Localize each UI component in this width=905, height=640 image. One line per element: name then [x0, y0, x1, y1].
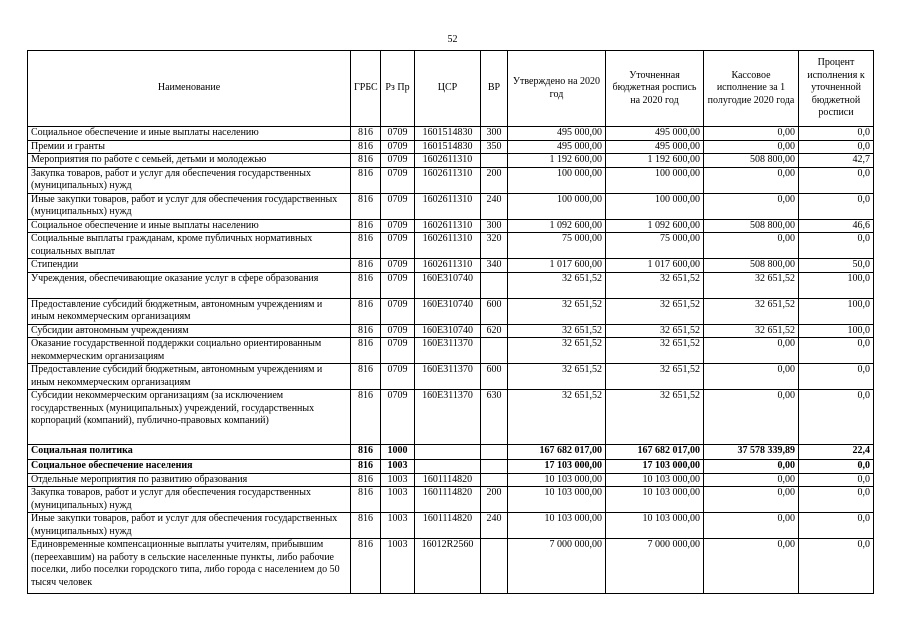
cell-grbs: 816: [351, 473, 381, 487]
cell-approved: 495 000,00: [508, 127, 606, 141]
cell-grbs: 816: [351, 338, 381, 364]
cell-name: Оказание государственной поддержки социально ориентированным некоммерческим организациям: [28, 338, 351, 364]
cell-percent: 0,0: [799, 364, 874, 390]
cell-vr: 350: [481, 140, 508, 154]
cell-name: Закупка товаров, работ и услуг для обеспечения государственных (муниципальных) нужд: [28, 167, 351, 193]
cell-name: Предоставление субсидий бюджетным, автономным учреждениям и иным некоммерческим организациям: [28, 364, 351, 390]
cell-percent: 100,0: [799, 324, 874, 338]
table-row: [28, 298, 874, 324]
cell-cash: 0,00: [704, 460, 799, 474]
cell-csr: 1602611310: [415, 154, 481, 168]
cell-rzpr: 0709: [381, 233, 415, 259]
header-name: Наименование: [28, 51, 351, 127]
header-csr: ЦСР: [415, 51, 481, 127]
cell-percent: 22,4: [799, 445, 874, 460]
cell-grbs: 816: [351, 390, 381, 445]
cell-name: Мероприятия по работе с семьей, детьми и молодежью: [28, 154, 351, 168]
cell-name: Социальное обеспечение и иные выплаты населению: [28, 219, 351, 233]
cell-percent: 100,0: [799, 272, 874, 298]
cell-approved: 10 103 000,00: [508, 487, 606, 513]
cell-cash: 0,00: [704, 473, 799, 487]
cell-approved: 32 651,52: [508, 364, 606, 390]
cell-vr: 240: [481, 513, 508, 539]
cell-percent: 0,0: [799, 539, 874, 594]
cell-csr: 1601514830: [415, 127, 481, 141]
cell-rzpr: 0709: [381, 338, 415, 364]
table-row: [28, 233, 874, 259]
cell-csr: 160E311370: [415, 390, 481, 445]
cell-cash: 0,00: [704, 127, 799, 141]
cell-vr: [481, 460, 508, 474]
cell-rzpr: 0709: [381, 140, 415, 154]
cell-name: Премии и гранты: [28, 140, 351, 154]
cell-grbs: 816: [351, 127, 381, 141]
cell-percent: 0,0: [799, 127, 874, 141]
cell-percent: 100,0: [799, 298, 874, 324]
cell-csr: 16012R2560: [415, 539, 481, 594]
table-row: [28, 513, 874, 539]
cell-approved: 32 651,52: [508, 324, 606, 338]
cell-percent: 0,0: [799, 338, 874, 364]
table-row: [28, 259, 874, 273]
cell-approved: 495 000,00: [508, 140, 606, 154]
cell-vr: 340: [481, 259, 508, 273]
cell-refined: 10 103 000,00: [606, 513, 704, 539]
cell-approved: 100 000,00: [508, 193, 606, 219]
cell-vr: 620: [481, 324, 508, 338]
cell-grbs: 816: [351, 233, 381, 259]
cell-cash: 508 800,00: [704, 154, 799, 168]
cell-grbs: 816: [351, 193, 381, 219]
cell-cash: 37 578 339,89: [704, 445, 799, 460]
cell-refined: 1 017 600,00: [606, 259, 704, 273]
cell-refined: 100 000,00: [606, 193, 704, 219]
cell-refined: 1 092 600,00: [606, 219, 704, 233]
cell-name: Социальная политика: [28, 445, 351, 460]
cell-refined: 167 682 017,00: [606, 445, 704, 460]
cell-approved: 32 651,52: [508, 272, 606, 298]
cell-refined: 32 651,52: [606, 272, 704, 298]
cell-csr: 160E311370: [415, 364, 481, 390]
cell-rzpr: 0709: [381, 167, 415, 193]
cell-cash: 508 800,00: [704, 259, 799, 273]
cell-refined: 32 651,52: [606, 364, 704, 390]
cell-cash: 0,00: [704, 233, 799, 259]
cell-cash: 0,00: [704, 140, 799, 154]
cell-approved: 7 000 000,00: [508, 539, 606, 594]
cell-name: Субсидии некоммерческим организациям (за исключением государственных (муниципальных) учреждений, государственных корпораций (компаний), публично-правовых компаний): [28, 390, 351, 445]
cell-vr: 630: [481, 390, 508, 445]
cell-name: Закупка товаров, работ и услуг для обеспечения государственных (муниципальных) нужд: [28, 487, 351, 513]
cell-refined: 7 000 000,00: [606, 539, 704, 594]
header-rzpr: Рз Пр: [381, 51, 415, 127]
table-row: [28, 487, 874, 513]
cell-name: Социальное обеспечение населения: [28, 460, 351, 474]
cell-refined: 17 103 000,00: [606, 460, 704, 474]
cell-vr: [481, 445, 508, 460]
cell-name: Субсидии автономным учреждениям: [28, 324, 351, 338]
cell-grbs: 816: [351, 364, 381, 390]
table-row: [28, 272, 874, 298]
cell-grbs: 816: [351, 513, 381, 539]
cell-refined: 10 103 000,00: [606, 473, 704, 487]
cell-refined: 10 103 000,00: [606, 487, 704, 513]
cell-vr: 300: [481, 219, 508, 233]
cell-vr: [481, 154, 508, 168]
cell-vr: [481, 272, 508, 298]
cell-refined: 75 000,00: [606, 233, 704, 259]
header-cash: Кассовое исполнение за 1 полугодие 2020 года: [704, 51, 799, 127]
cell-rzpr: 1003: [381, 513, 415, 539]
cell-approved: 1 092 600,00: [508, 219, 606, 233]
cell-approved: 10 103 000,00: [508, 473, 606, 487]
cell-csr: 1602611310: [415, 233, 481, 259]
table-body: [28, 127, 874, 594]
cell-cash: 0,00: [704, 390, 799, 445]
cell-csr: [415, 460, 481, 474]
cell-grbs: 816: [351, 167, 381, 193]
cell-cash: 0,00: [704, 513, 799, 539]
cell-csr: 1601114820: [415, 473, 481, 487]
cell-refined: 495 000,00: [606, 140, 704, 154]
cell-percent: 0,0: [799, 193, 874, 219]
cell-grbs: 816: [351, 219, 381, 233]
cell-refined: 495 000,00: [606, 127, 704, 141]
cell-rzpr: 0709: [381, 324, 415, 338]
cell-approved: 32 651,52: [508, 298, 606, 324]
header-approved: Утверждено на 2020 год: [508, 51, 606, 127]
cell-approved: 17 103 000,00: [508, 460, 606, 474]
cell-cash: 0,00: [704, 193, 799, 219]
cell-approved: 167 682 017,00: [508, 445, 606, 460]
cell-cash: 508 800,00: [704, 219, 799, 233]
header-refined: Уточненная бюджетная роспись на 2020 год: [606, 51, 704, 127]
table-row: [28, 390, 874, 445]
header-row: [28, 51, 874, 127]
cell-rzpr: 1003: [381, 460, 415, 474]
cell-vr: 240: [481, 193, 508, 219]
cell-name: Социальное обеспечение и иные выплаты населению: [28, 127, 351, 141]
cell-csr: 1602611310: [415, 259, 481, 273]
cell-rzpr: 0709: [381, 390, 415, 445]
cell-name: Единовременные компенсационные выплаты учителям, прибывшим (переехавшим) на работу в сельские населенные пункты, либо рабочие поселки, либо поселки городского типа, либо города с населением до 50 тысяч человек: [28, 539, 351, 594]
cell-name: Стипендии: [28, 259, 351, 273]
cell-csr: 1602611310: [415, 193, 481, 219]
cell-name: Отдельные мероприятия по развитию образования: [28, 473, 351, 487]
cell-percent: 0,0: [799, 473, 874, 487]
cell-grbs: 816: [351, 154, 381, 168]
cell-refined: 1 192 600,00: [606, 154, 704, 168]
header-percent: Процент исполнения к уточненной бюджетной росписи: [799, 51, 874, 127]
page-number: 52: [447, 34, 458, 45]
cell-csr: 1602611310: [415, 167, 481, 193]
cell-rzpr: 0709: [381, 154, 415, 168]
cell-csr: 160E310740: [415, 298, 481, 324]
cell-vr: 320: [481, 233, 508, 259]
cell-name: Иные закупки товаров, работ и услуг для обеспечения государственных (муниципальных) нужд: [28, 193, 351, 219]
header-grbs: ГРБС: [351, 51, 381, 127]
cell-rzpr: 1003: [381, 539, 415, 594]
cell-grbs: 816: [351, 324, 381, 338]
cell-csr: 1601514830: [415, 140, 481, 154]
cell-csr: 160E310740: [415, 272, 481, 298]
cell-rzpr: 1000: [381, 445, 415, 460]
cell-csr: [415, 445, 481, 460]
cell-csr: 1601114820: [415, 513, 481, 539]
table-row: [28, 140, 874, 154]
cell-grbs: 816: [351, 445, 381, 460]
cell-rzpr: 0709: [381, 298, 415, 324]
cell-rzpr: 0709: [381, 364, 415, 390]
cell-name: Учреждения, обеспечивающие оказание услуг в сфере образования: [28, 272, 351, 298]
cell-percent: 0,0: [799, 167, 874, 193]
table-row: [28, 460, 874, 474]
cell-grbs: 816: [351, 140, 381, 154]
cell-percent: 0,0: [799, 487, 874, 513]
table-row: [28, 127, 874, 141]
cell-rzpr: 0709: [381, 127, 415, 141]
cell-approved: 32 651,52: [508, 338, 606, 364]
table-row: [28, 338, 874, 364]
cell-vr: [481, 539, 508, 594]
cell-grbs: 816: [351, 539, 381, 594]
header-vr: ВР: [481, 51, 508, 127]
cell-vr: 600: [481, 298, 508, 324]
cell-approved: 10 103 000,00: [508, 513, 606, 539]
cell-percent: 50,0: [799, 259, 874, 273]
cell-grbs: 816: [351, 259, 381, 273]
cell-cash: 32 651,52: [704, 298, 799, 324]
cell-vr: 200: [481, 167, 508, 193]
cell-csr: 160E310740: [415, 324, 481, 338]
cell-rzpr: 0709: [381, 219, 415, 233]
cell-cash: 32 651,52: [704, 272, 799, 298]
cell-vr: 300: [481, 127, 508, 141]
cell-name: Предоставление субсидий бюджетным, автономным учреждениям и иным некоммерческим организациям: [28, 298, 351, 324]
cell-cash: 0,00: [704, 338, 799, 364]
budget-table: [27, 50, 874, 594]
cell-cash: 32 651,52: [704, 324, 799, 338]
cell-percent: 46,6: [799, 219, 874, 233]
cell-name: Социальные выплаты гражданам, кроме публичных нормативных социальных выплат: [28, 233, 351, 259]
cell-grbs: 816: [351, 272, 381, 298]
cell-rzpr: 0709: [381, 259, 415, 273]
table-row: [28, 473, 874, 487]
cell-csr: 1602611310: [415, 219, 481, 233]
cell-csr: 160E311370: [415, 338, 481, 364]
cell-grbs: 816: [351, 460, 381, 474]
table-row: [28, 154, 874, 168]
table-row: [28, 219, 874, 233]
cell-approved: 32 651,52: [508, 390, 606, 445]
cell-rzpr: 1003: [381, 487, 415, 513]
cell-percent: 0,0: [799, 233, 874, 259]
cell-vr: [481, 473, 508, 487]
cell-vr: 200: [481, 487, 508, 513]
cell-percent: 0,0: [799, 460, 874, 474]
cell-cash: 0,00: [704, 167, 799, 193]
cell-rzpr: 1003: [381, 473, 415, 487]
cell-percent: 0,0: [799, 140, 874, 154]
cell-grbs: 816: [351, 298, 381, 324]
cell-refined: 32 651,52: [606, 390, 704, 445]
cell-refined: 32 651,52: [606, 338, 704, 364]
table-row: [28, 445, 874, 460]
table-row: [28, 167, 874, 193]
table-row: [28, 193, 874, 219]
cell-approved: 100 000,00: [508, 167, 606, 193]
table-row: [28, 324, 874, 338]
cell-approved: 1 017 600,00: [508, 259, 606, 273]
cell-vr: 600: [481, 364, 508, 390]
table-row: [28, 539, 874, 594]
cell-refined: 32 651,52: [606, 324, 704, 338]
cell-csr: 1601114820: [415, 487, 481, 513]
cell-cash: 0,00: [704, 539, 799, 594]
cell-approved: 1 192 600,00: [508, 154, 606, 168]
cell-percent: 42,7: [799, 154, 874, 168]
cell-percent: 0,0: [799, 390, 874, 445]
cell-refined: 32 651,52: [606, 298, 704, 324]
cell-grbs: 816: [351, 487, 381, 513]
table-row: [28, 364, 874, 390]
cell-cash: 0,00: [704, 487, 799, 513]
cell-refined: 100 000,00: [606, 167, 704, 193]
cell-approved: 75 000,00: [508, 233, 606, 259]
cell-rzpr: 0709: [381, 193, 415, 219]
cell-cash: 0,00: [704, 364, 799, 390]
cell-vr: [481, 338, 508, 364]
cell-name: Иные закупки товаров, работ и услуг для обеспечения государственных (муниципальных) нужд: [28, 513, 351, 539]
cell-rzpr: 0709: [381, 272, 415, 298]
cell-percent: 0,0: [799, 513, 874, 539]
